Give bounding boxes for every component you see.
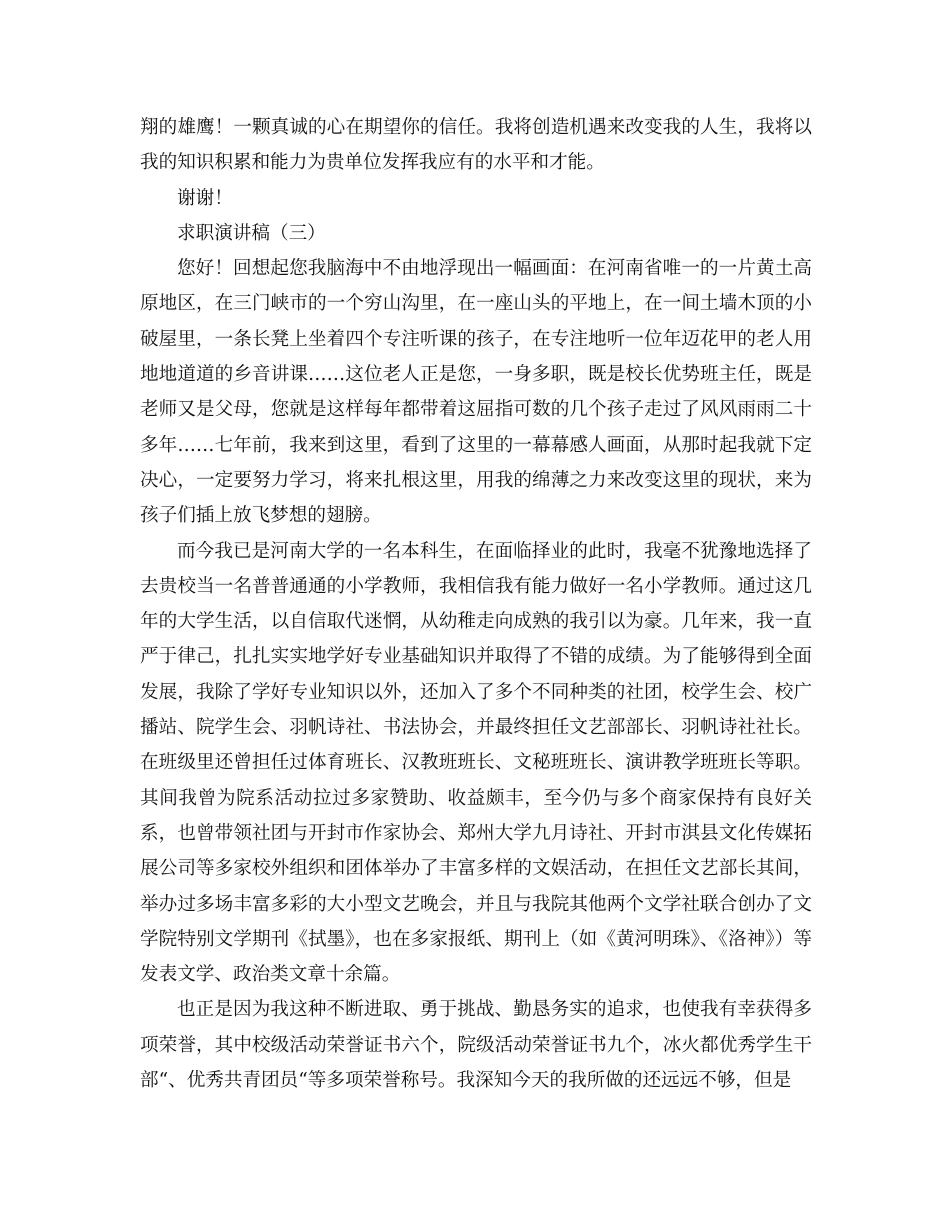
paragraph-greeting: 您好！回想起您我脑海中不由地浮现出一幅画面：在河南省唯一的一片黄土高原地区，在三门峡市的一个穷山沟里，在一座山头的平地上，在一间土墙木顶的小破屋里，一条长凳上坐着四个专注听课的孩子，在专注地听一位年迈花甲的老人用地地道道的乡音讲课……这位老人正是您，一身多职，既是校长优势班主任，既是老师又是父母，您就是这样每年都带着这屈指可数的几个孩子走过了风风雨雨二十多年……七年前，我来到这里，看到了这里的一幕幕感人画面，从那时起我就下定决心，一定要努力学习，将来扎根这里，用我的绵薄之力来改变这里的现状，来为孩子们插上放飞梦想的翅膀。 xyxy=(140,258,812,527)
document-body xyxy=(140,110,812,1098)
paragraph-honors: 也正是因为我这种不断进取、勇于挑战、勤恳务实的追求，也使我有幸获得多项荣誉，其中校级活动荣誉证书六个，院级活动荣誉证书九个，冰火都优秀学生干部“、优秀共青团员“等多项荣誉称号。我深知今天的我所做的还远远不够，但是 xyxy=(140,999,812,1092)
section-heading: 求职演讲稿（三） xyxy=(177,222,326,244)
paragraph-thanks: 谢谢！ xyxy=(177,187,233,209)
paragraph-continuation: 翔的雄鹰！一颗真诚的心在期望你的信任。我将创造机遇来改变我的人生，我将以我的知识积累和能力为贵单位发挥我应有的水平和才能。 xyxy=(140,117,812,174)
paragraph-experience: 而今我已是河南大学的一名本科生，在面临择业的此时，我毫不犹豫地选择了去贵校当一名普普通通的小学教师，我相信我有能力做好一名小学教师。通过这几年的大学生活，以自信取代迷惘，从幼稚走向成熟的我引以为豪。几年来，我一直严于律己，扎扎实实地学好专业基础知识并取得了不错的成绩。为了能够得到全面发展，我除了学好专业知识以外，还加入了多个不同种类的社团，校学生会、校广播站、院学生会、羽帆诗社、书法协会，并最终担任文艺部部长、羽帆诗社社长。在班级里还曾担任过体育班长、汉教班班长、文秘班班长、演讲教学班班长等职。其间我曾为院系活动拉过多家赞助、收益颇丰，至今仍与多个商家保持有良好关系，也曾带领社团与开封市作家协会、郑州大学九月诗社、开封市淇县文化传媒拓展公司等多家校外组织和团体举办了丰富多样的文娱活动，在担任文艺部长其间，举办过多场丰富多彩的大小型文艺晚会，并且与我院其他两个文学社联合创办了文学院特别文学期刊《拭墨》，也在多家报纸、期刊上（如《黄河明珠》、《洛神》）等发表文学、政治类文章十余篇。 xyxy=(140,540,812,986)
